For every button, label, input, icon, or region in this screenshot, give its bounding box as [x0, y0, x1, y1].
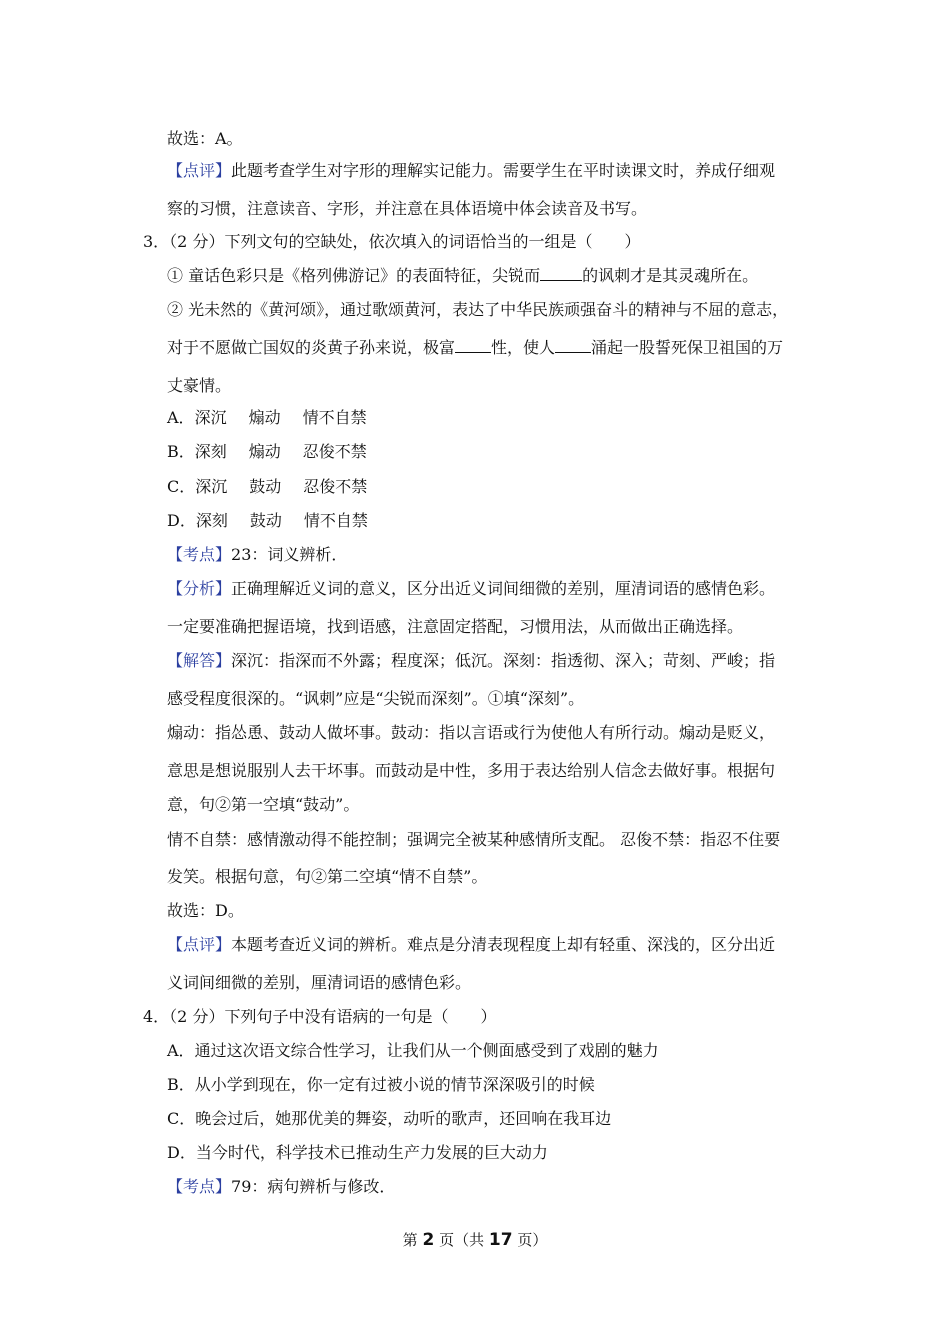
option-word: 深刻	[195, 511, 228, 530]
jieda-line: 意，句②第一空填“鼓动”。	[167, 795, 360, 814]
option-row	[167, 1075, 595, 1095]
answer-line: 故选：A。	[167, 129, 243, 148]
question-sentence: 丈豪情。	[167, 376, 232, 395]
sentence-text: 对于不愿做亡国奴的炎黄子孙来说，极富	[167, 338, 456, 357]
kaodian-text: 79：病句辨析与修改．	[231, 1177, 396, 1196]
option-row	[167, 1041, 659, 1061]
option-key: A．	[167, 408, 195, 427]
question-header: 3．（2 分）下列文句的空缺处，依次填入的词语恰当的一组是（ ）	[143, 232, 641, 251]
option-key: B．	[167, 1075, 195, 1094]
fenxi-tag: 【分析】	[167, 579, 232, 598]
comment-text: 此题考查学生对字形的理解实记能力。需要学生在平时读课文时，养成仔细观	[231, 161, 776, 180]
question-sentence	[167, 266, 758, 286]
jieda-line: 煽动：指怂恿、鼓动人做坏事。鼓动：指以言语或行为使他人有所行动。煽动是贬义，	[167, 723, 776, 742]
comment-text: 本题考查近义词的辨析。难点是分清表现程度上却有轻重、深浅的，区分出近	[231, 935, 776, 954]
blank-line	[540, 280, 582, 281]
option-word: 鼓动	[249, 511, 282, 530]
blank-line	[555, 352, 591, 353]
option-key: C．	[167, 477, 196, 496]
option-row	[167, 1143, 548, 1163]
sentence-text: 的讽刺才是其灵魂所在。	[582, 266, 759, 285]
comment-line	[167, 161, 775, 181]
kaodian-line	[167, 1177, 395, 1197]
option-word: 深刻	[194, 442, 227, 461]
blank-line	[455, 352, 491, 353]
question-sentence	[167, 338, 783, 358]
comment-line: 察的习惯，注意读音、字形，并注意在具体语境中体会读音及书写。	[167, 199, 648, 218]
kaodian-tag: 【考点】	[167, 1177, 232, 1196]
comment-line	[167, 935, 775, 955]
option-word: 煽动	[248, 408, 281, 427]
jieda-line: 意思是想说服别人去干坏事。而鼓动是中性，多用于表达给别人信念去做好事。根据句	[167, 761, 776, 780]
option-word: 深沉	[194, 408, 227, 427]
page-footer	[0, 1230, 950, 1250]
sentence-text: ① 童话色彩只是《格列佛游记》的表面特征，尖锐而	[167, 266, 541, 285]
footer-prefix: 第	[402, 1231, 418, 1249]
page-number: 2	[422, 1230, 435, 1250]
option-word: 情不自禁	[302, 408, 367, 427]
jieda-line: 情不自禁：感情激动得不能控制；强调完全被某种感情所支配。 忍俊不禁：指忍不住要	[167, 830, 781, 849]
answer-line: 故选：D。	[167, 901, 244, 920]
comment-line: 义词间细微的差别，厘清词语的感情色彩。	[167, 973, 472, 992]
jieda-text: 深沉：指深而不外露；程度深；低沉。深刻：指透彻、深入；苛刻、严峻；指	[231, 651, 776, 670]
option-row	[167, 408, 367, 428]
question-header: 4．（2 分）下列句子中没有语病的一句是（ ）	[143, 1007, 497, 1026]
option-word: 情不自禁	[303, 511, 368, 530]
option-word: 忍俊不禁	[303, 477, 368, 496]
fenxi-line	[167, 579, 775, 599]
option-row	[167, 477, 367, 497]
comment-tag: 【点评】	[167, 161, 232, 180]
fenxi-line: 一定要准确把握语境，找到语感，注意固定搭配，习惯用法，从而做出正确选择。	[167, 617, 744, 636]
option-key: D．	[167, 1143, 196, 1162]
option-row	[167, 511, 368, 531]
option-word: 鼓动	[249, 477, 282, 496]
kaodian-text: 23：词义辨析．	[231, 545, 348, 564]
option-row	[167, 442, 367, 462]
option-word: 忍俊不禁	[302, 442, 367, 461]
fenxi-text: 正确理解近义词的意义，区分出近义词间细微的差别，厘清词语的感情色彩。	[231, 579, 776, 598]
option-key: A．	[167, 1041, 195, 1060]
sentence-text: 性，使人	[491, 338, 556, 357]
total-pages: 17	[488, 1230, 513, 1250]
sentence-text: 涌起一股誓死保卫祖国的万	[591, 338, 784, 357]
option-text: 当今时代，科学技术已推动生产力发展的巨大动力	[195, 1143, 548, 1162]
option-key: D．	[167, 511, 196, 530]
comment-tag: 【点评】	[167, 935, 232, 954]
question-sentence: ② 光未然的《黄河颂》，通过歌颂黄河，表达了中华民族顽强奋斗的精神与不屈的意志，	[167, 300, 789, 319]
option-key: B．	[167, 442, 195, 461]
option-row	[167, 1109, 611, 1129]
option-key: C．	[167, 1109, 196, 1128]
footer-mid: 页（共	[439, 1231, 485, 1249]
kaodian-tag: 【考点】	[167, 545, 232, 564]
kaodian-line	[167, 545, 347, 565]
option-text: 晚会过后，她那优美的舞姿，动听的歌声，还回响在我耳边	[195, 1109, 612, 1128]
option-text: 从小学到现在，你一定有过被小说的情节深深吸引的时候	[194, 1075, 595, 1094]
option-word: 煽动	[248, 442, 281, 461]
option-text: 通过这次语文综合性学习，让我们从一个侧面感受到了戏剧的魅力	[194, 1041, 659, 1060]
jieda-line	[167, 651, 775, 671]
jieda-tag: 【解答】	[167, 651, 232, 670]
jieda-line: 发笑。根据句意，句②第二空填“情不自禁”。	[167, 867, 488, 886]
option-word: 深沉	[195, 477, 228, 496]
jieda-line: 感受程度很深的。“讽刺”应是“尖锐而深刻”。①填“深刻”。	[167, 689, 585, 708]
footer-suffix: 页）	[517, 1231, 548, 1249]
